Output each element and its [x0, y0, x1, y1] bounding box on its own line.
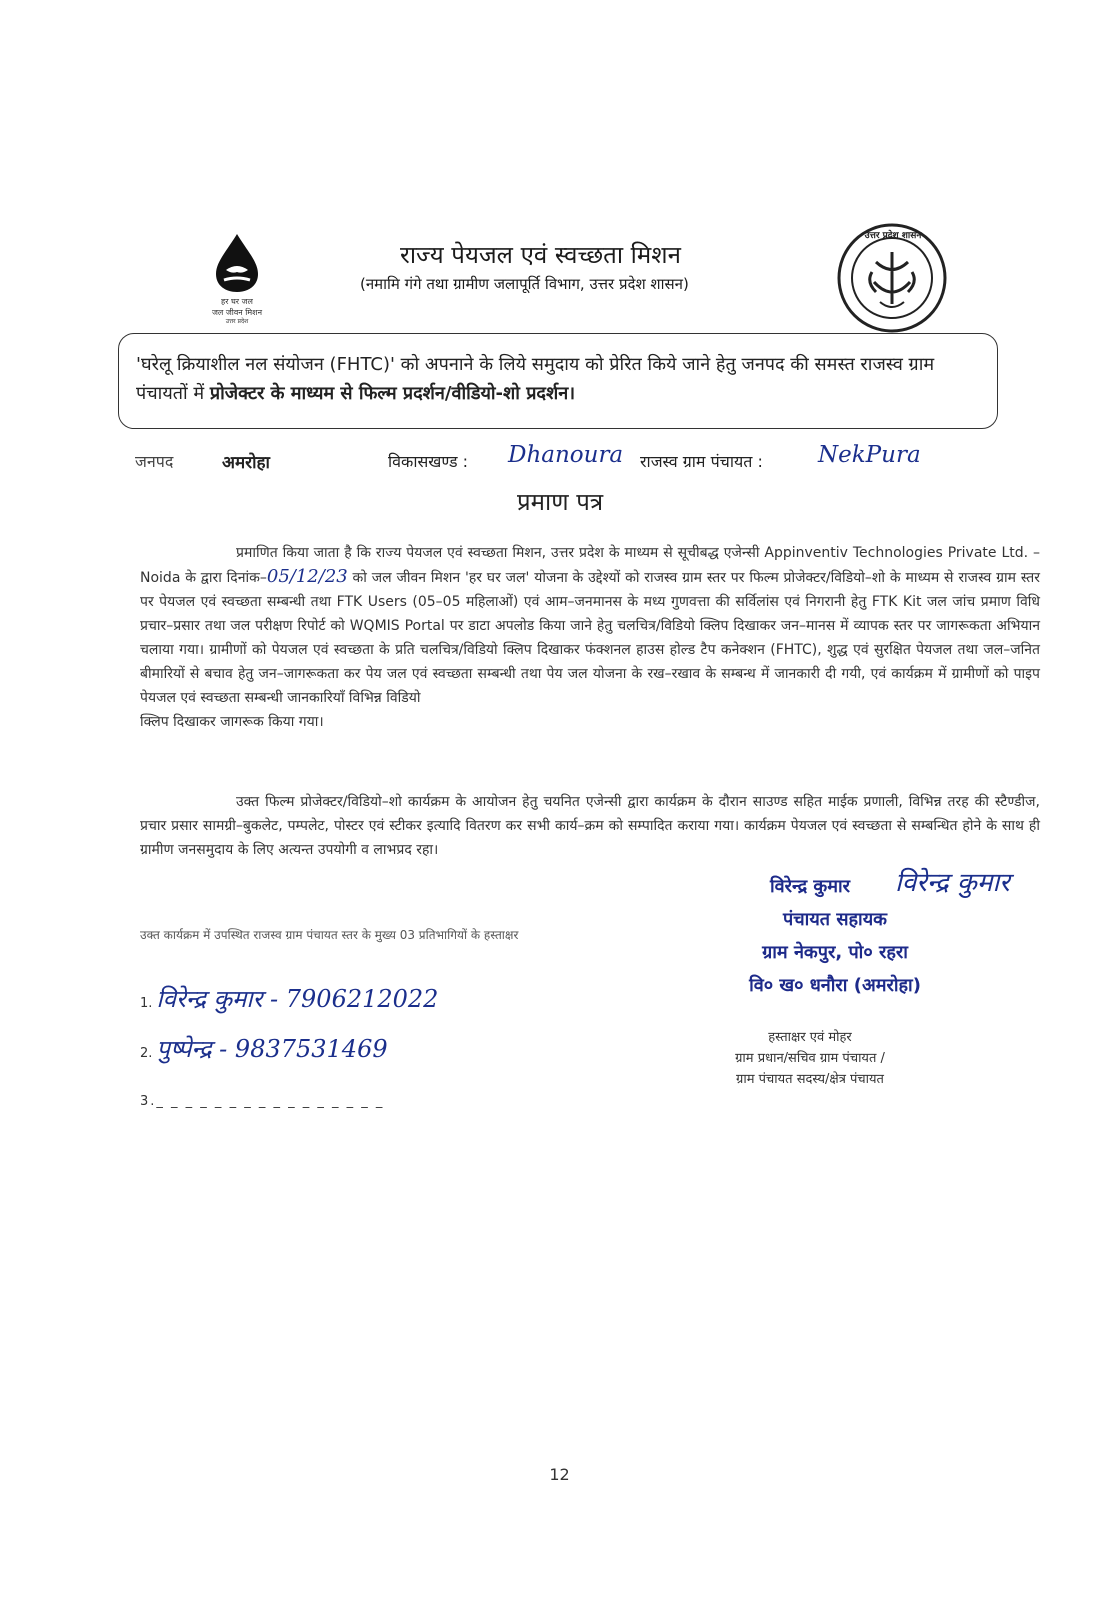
participant-entry-3: 3._ _ _ _ _ _ _ _ _ _ _ _ _ _ _ _ — [140, 1094, 385, 1109]
entry-number: 2. — [140, 1046, 153, 1061]
subject-normal: 'घरेलू क्रियाशील नल संयोजन (FHTC)' को अपनाने के लिये समुदाय को प्रेरित किये जाने हेतु जनपद की समस्त राजस्व ग्राम पंचायतों में — [136, 354, 935, 404]
attendance-heading: उक्त कार्यक्रम में उपस्थित राजस्व ग्राम पंचायत स्तर के मुख्य 03 प्रतिभागियों के हस्ताक्षर — [140, 928, 519, 942]
jal-jeevan-mission-logo — [196, 232, 278, 324]
certificate-body-paragraph-1 — [140, 541, 1040, 734]
signatory-block: वि० ख० धनौरा (अमरोहा) — [749, 975, 921, 996]
panchayat-value: NekPura — [818, 442, 921, 468]
participant-entry-1 — [140, 982, 438, 1015]
certificate-body-paragraph-2 — [140, 790, 1040, 862]
signatory-signature: विरेन्द्र कुमार — [895, 868, 1010, 898]
seal-caption — [690, 1027, 930, 1090]
signatory-designation: पंचायत सहायक — [783, 909, 887, 930]
department-subtitle: (नमामि गंगे तथा ग्रामीण जलापूर्ति विभाग, उत्तर प्रदेश शासन) — [360, 275, 689, 293]
subject-bold: प्रोजेक्टर के माध्यम से फिल्म प्रदर्शन/वीडियो-शो प्रदर्शन। — [209, 383, 576, 404]
block-label: विकासखण्ड : — [388, 452, 469, 471]
certificate-title: प्रमाण पत्र — [517, 488, 604, 516]
signatory-name: विरेन्द्र कुमार — [770, 876, 851, 897]
seal-caption-line-1: हस्ताक्षर एवं मोहर — [768, 1030, 852, 1045]
program-date: 05/12/23 — [266, 566, 348, 587]
entry-number: 1. — [140, 996, 153, 1011]
participant-entry-2 — [140, 1032, 388, 1065]
para1-part-c: क्लिप दिखाकर जागरूक किया गया। — [140, 714, 324, 730]
page-number: 12 — [549, 1465, 570, 1484]
entry-value: पुष्पेन्द्र - 9837531469 — [156, 1035, 388, 1063]
water-drop-icon — [196, 232, 278, 294]
entry-value: विरेन्द्र कुमार - 7906212022 — [156, 985, 439, 1013]
district-value: अमरोहा — [222, 453, 270, 473]
para1-part-b: को जल जीवन मिशन 'हर घर जल' योजना के उद्देश्यों को राजस्व ग्राम स्तर पर फिल्म प्रोजेक्टर/विडियो–शो के माध्यम से राजस्व ग्राम स्तर पर पेयजल एवं स्वच्छता सम्बन्धी तथा FTK Users (05–05 महिलाओं) एवं आम–जनमानस के मध्य गुणवत्ता की सर्विलांस एवं निगरानी हेतु FTK Kit जल जांच प्रमाण विधि प्रचार–प्रसार तथा जल परीक्षण रिपोर्ट को WQMIS Portal पर डाटा अपलोड किया जाने हेतु चलचित्र/विडियो क्लिप दिखाकर जन–मानस में व्यापक स्तर पर जागरूकता अभियान चलाया गया। ग्रामीणों को पेयजल एवं स्वच्छता के प्रति चलचित्र/विडियो क्लिप दिखाकर फंक्शनल हाउस होल्ड टैप कनेक्शन (FHTC), शुद्ध एवं सुरक्षित पेयजल तथा जल–जनित बीमारियों से बचाव हेतु जन–जागरूकता कर पेय जल एवं स्वच्छता सम्बन्धी तथा पेय जल योजना के रख–रखाव के सम्बन्ध में जानकारी दी गयी, एवं कार्यक्रम में ग्रामीणों को पाइप पेयजल एवं स्वच्छता सम्बन्धी जानकारियाँ विभिन्न विडियो — [140, 570, 1040, 706]
signatory-village: ग्राम नेकपुर, पो० रहरा — [762, 942, 908, 963]
block-value: Dhanoura — [508, 442, 624, 468]
para1-part-a: प्रमाणित किया जाता है कि राज्य पेयजल एवं स्वच्छता मिशन, उत्तर प्रदेश के माध्यम से सूचीबद्ध एजेन्सी Appinventiv Technologies Private Ltd. – Noida के द्वारा दिनांक– — [140, 545, 1040, 586]
seal-caption-line-2: ग्राम प्रधान/सचिव ग्राम पंचायत / — [735, 1051, 885, 1066]
panchayat-label: राजस्व ग्राम पंचायत : — [640, 452, 763, 471]
logo-caption-3: उत्तर प्रदेश — [225, 318, 249, 325]
seal-text: उत्तर प्रदेश शासन — [864, 231, 922, 241]
logo-caption-2: जल जीवन मिशन — [211, 308, 263, 317]
logo-caption-1: हर घर जल — [221, 297, 253, 306]
mission-title: राज्य पेयजल एवं स्वच्छता मिशन — [400, 241, 681, 269]
para2-text: उक्त फिल्म प्रोजेक्टर/विडियो–शो कार्यक्रम के आयोजन हेतु चयनित एजेन्सी द्वारा कार्यक्रम के दौरान साउण्ड सहित माईक प्रणाली, विभिन्न तरह की स्टैण्डीज, प्रचार प्रसार सामग्री–बुकलेट, पम्पलेट, पोस्टर एवं स्टीकर इत्यादि वितरण कर सभी कार्य–क्रम को सम्पादित कराया गया। कार्यक्रम पेयजल एवं स्वच्छता से सम्बन्धित होने के साथ ही ग्रामीण जनसमुदाय के लिए अत्यन्त उपयोगी व लाभप्रद रहा। — [140, 794, 1040, 858]
district-label: जनपद — [135, 452, 174, 471]
up-government-seal — [836, 222, 948, 334]
subject-text — [136, 350, 981, 408]
signatory-stamp — [700, 870, 970, 1002]
seal-caption-line-3: ग्राम पंचायत सदस्य/क्षेत्र पंचायत — [736, 1072, 884, 1087]
